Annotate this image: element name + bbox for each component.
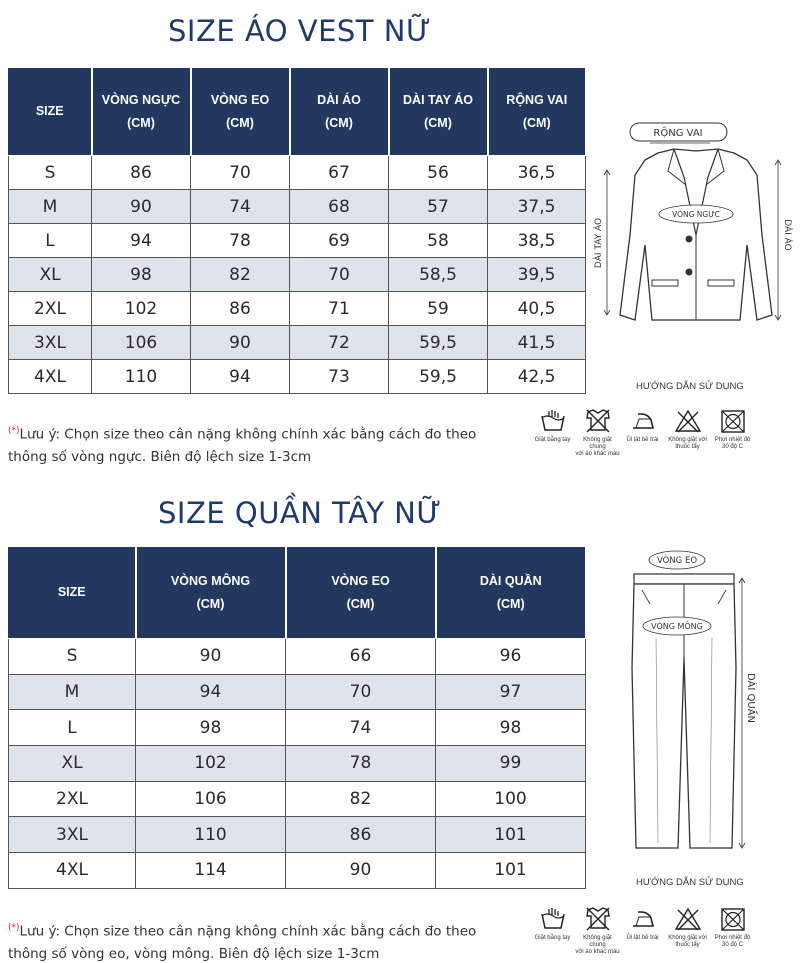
pants-size-note [8,917,488,963]
measurement-cell: 94 [92,224,191,258]
measurement-cell: 56 [389,156,488,190]
size-cell: XL [9,258,92,292]
note-text: Lưu ý: Chọn size theo cân nặng không chính xác bằng cách đo theo thông số vòng eo, vòng mông. Biên độ lệch size 1-3cm [8,923,477,962]
measurement-cell: 101 [436,853,586,889]
care-label: Không giặt với thuốc tẩy [668,437,707,450]
measurement-cell: 90 [136,639,286,675]
measurement-cell: 78 [286,746,436,782]
hand-wash-icon [538,408,568,434]
measurement-cell: 78 [191,224,290,258]
table-row [9,258,586,292]
measurement-cell: 106 [136,781,286,817]
measurement-cell: 82 [191,258,290,292]
measurement-cell: 58,5 [389,258,488,292]
care-guide-title: HƯỚNG DẪN SỬ DỤNG [636,381,744,392]
column-header: DÀI QUẦN (CM) [436,547,586,639]
measurement-cell: 42,5 [488,360,586,394]
table-row [9,817,586,853]
care-item [620,408,665,458]
measurement-cell: 102 [136,746,286,782]
measurement-cell: 86 [191,292,290,326]
column-header: DÀI TAY ÁO (CM) [389,68,488,156]
column-header: SIZE [9,547,136,639]
care-instructions [530,408,755,458]
trousers-illustration [620,548,800,860]
measurement-cell: 66 [286,639,436,675]
table-header-row [9,547,586,639]
measurement-cell: 59,5 [389,326,488,360]
measurement-cell: 97 [436,674,586,710]
care-item [575,906,620,956]
table-row [9,156,586,190]
pants-size-title: SIZE QUẦN TÂY NỮ [158,496,442,530]
measurement-cell: 90 [191,326,290,360]
size-cell: M [9,674,136,710]
table-row [9,326,586,360]
table-row [9,781,586,817]
measurement-cell: 36,5 [488,156,586,190]
measurement-cell: 90 [92,190,191,224]
measurement-cell: 70 [191,156,290,190]
iron-reverse-icon [628,408,658,434]
no-mixed-wash-icon [583,408,613,434]
care-item [530,408,575,458]
no-bleach-icon [673,906,703,932]
waist-label: VÒNG EO [656,556,698,566]
measurement-cell: 72 [290,326,389,360]
table-row [9,224,586,258]
note-marker: (*) [8,426,20,436]
care-item [665,408,710,458]
measurement-cell: 39,5 [488,258,586,292]
care-item [710,906,755,956]
care-label: Ủi lật bề trái [626,935,659,941]
measurement-cell: 82 [286,781,436,817]
measurement-cell: 114 [136,853,286,889]
pants-size-table [8,546,586,889]
table-row [9,710,586,746]
care-item [575,408,620,458]
care-label: Phơi nhiệt độ 30 độ C [714,437,751,450]
vest-size-title: SIZE ÁO VEST NỮ [168,14,432,48]
dry-30-icon [718,906,748,932]
measurement-cell: 73 [290,360,389,394]
measurement-cell: 71 [290,292,389,326]
measurement-cell: 86 [92,156,191,190]
measurement-cell: 100 [436,781,586,817]
column-header: SIZE [9,68,92,156]
size-cell: S [9,156,92,190]
measurement-cell: 69 [290,224,389,258]
column-header: VÒNG MÔNG (CM) [136,547,286,639]
measurement-cell: 110 [92,360,191,394]
care-item [530,906,575,956]
measurement-cell: 96 [436,639,586,675]
column-header: VÒNG EO (CM) [286,547,436,639]
measurement-cell: 38,5 [488,224,586,258]
table-header-row [9,68,586,156]
shoulder-width-label: RỘNG VAI [653,128,703,139]
size-cell: L [9,224,92,258]
table-row [9,853,586,889]
vest-size-table [8,67,586,394]
pants-length-label: DÀI QUẦN [745,672,756,724]
size-cell: 3XL [9,817,136,853]
measurement-cell: 90 [286,853,436,889]
measurement-cell: 98 [136,710,286,746]
care-label: Ủi lật bề trái [626,437,659,443]
size-cell: 2XL [9,292,92,326]
measurement-cell: 101 [436,817,586,853]
measurement-cell: 94 [191,360,290,394]
size-cell: 4XL [9,853,136,889]
measurement-cell: 98 [92,258,191,292]
table-row [9,360,586,394]
care-item [620,906,665,956]
measurement-cell: 67 [290,156,389,190]
column-header: VÒNG NGỰC (CM) [92,68,191,156]
measurement-cell: 57 [389,190,488,224]
measurement-cell: 110 [136,817,286,853]
measurement-cell: 70 [290,258,389,292]
measurement-cell: 74 [286,710,436,746]
vest-size-note [8,420,488,468]
measurement-cell: 41,5 [488,326,586,360]
measurement-cell: 106 [92,326,191,360]
chest-label: VÒNG NGỰC [672,210,720,219]
note-text: Lưu ý: Chọn size theo cân nặng không chính xác bằng cách đo theo thông số vòng ngực. Biên độ lệch size 1-3cm [8,426,477,465]
table-row [9,746,586,782]
measurement-cell: 102 [92,292,191,326]
size-cell: 4XL [9,360,92,394]
measurement-cell: 99 [436,746,586,782]
hand-wash-icon [538,906,568,932]
size-cell: 2XL [9,781,136,817]
care-item [665,906,710,956]
measurement-cell: 98 [436,710,586,746]
size-cell: S [9,639,136,675]
no-bleach-icon [673,408,703,434]
care-label: Giặt bằng tay [534,935,571,941]
care-item [710,408,755,458]
table-row [9,674,586,710]
measurement-cell: 94 [136,674,286,710]
table-row [9,190,586,224]
size-cell: M [9,190,92,224]
care-label: Không giặt chung với áo khác màu [575,935,620,955]
measurement-cell: 74 [191,190,290,224]
measurement-cell: 70 [286,674,436,710]
jacket-illustration [590,115,800,340]
measurement-cell: 86 [286,817,436,853]
measurement-cell: 59,5 [389,360,488,394]
iron-reverse-icon [628,906,658,932]
dry-30-icon [718,408,748,434]
care-label: Không giặt với thuốc tẩy [668,935,707,948]
care-label: Không giặt chung với áo khác màu [575,437,620,457]
size-cell: XL [9,746,136,782]
measurement-cell: 58 [389,224,488,258]
measurement-cell: 68 [290,190,389,224]
measurement-cell: 59 [389,292,488,326]
column-header: VÒNG EO (CM) [191,68,290,156]
note-marker: (*) [8,923,20,933]
care-guide-title: HƯỚNG DẪN SỬ DỤNG [636,877,744,888]
sleeve-length-label: DÀI TAY ÁO [594,217,604,269]
size-cell: 3XL [9,326,92,360]
measurement-cell: 40,5 [488,292,586,326]
care-label: Phơi nhiệt độ 30 độ C [714,935,751,948]
table-row [9,639,586,675]
no-mixed-wash-icon [583,906,613,932]
jacket-length-label: DÀI ÁO [782,219,792,251]
table-row [9,292,586,326]
column-header: DÀI ÁO (CM) [290,68,389,156]
hip-label: VÒNG MÔNG [651,622,703,631]
care-instructions [530,906,755,956]
measurement-cell: 37,5 [488,190,586,224]
size-cell: L [9,710,136,746]
care-label: Giặt bằng tay [534,437,571,443]
column-header: RỘNG VAI (CM) [488,68,586,156]
